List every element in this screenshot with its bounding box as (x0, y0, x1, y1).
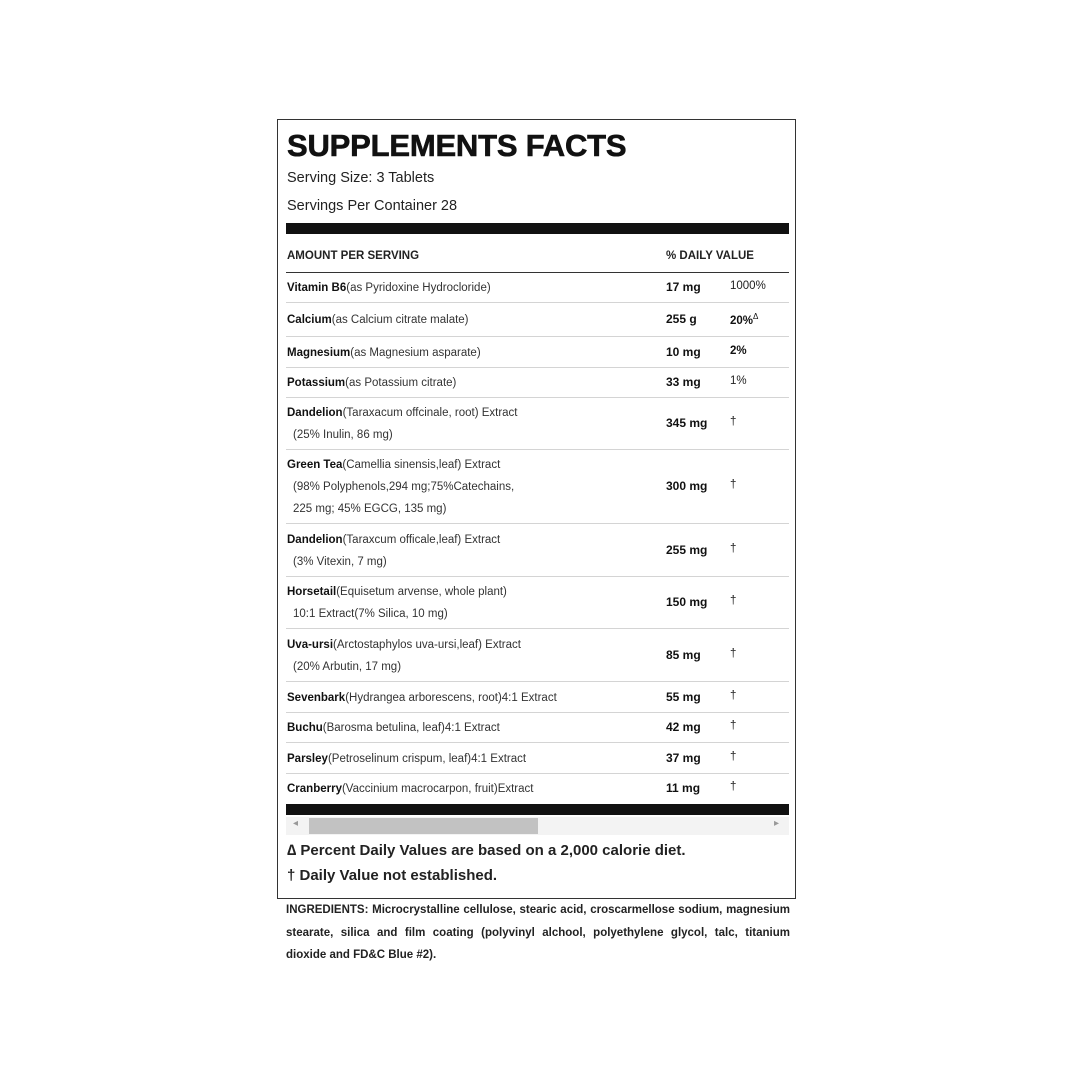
nutrient-description (287, 309, 469, 331)
nutrient-daily-value (730, 720, 736, 732)
nutrient-detail-line: (3% Vitexin, 7 mg) (293, 556, 387, 568)
nutrient-description (287, 342, 481, 364)
daily-value-header: % DAILY VALUE (666, 250, 754, 262)
top-divider-bar (286, 223, 789, 234)
nutrient-description (287, 372, 456, 394)
daily-value-text: † (730, 690, 737, 702)
percent-daily-value-footnote: ∆ Percent Daily Values are based on a 2,000 calorie diet. (287, 842, 686, 859)
nutrient-detail: (Hydrangea arborescens, root)4:1 Extract (345, 692, 557, 704)
nutrient-name: Dandelion (287, 534, 343, 546)
servings-per-container: Servings Per Container 28 (287, 198, 458, 214)
nutrient-name: Buchu (287, 722, 323, 734)
nutrient-amount: 255 g (666, 312, 697, 326)
nutrient-name: Uva-ursi (287, 639, 334, 651)
nutrient-amount: 300 mg (666, 479, 708, 493)
nutrient-detail-line: 225 mg; 45% EGCG, 135 mg) (293, 503, 447, 515)
nutrient-daily-value (730, 375, 747, 387)
daily-value-text: 1000% (730, 280, 766, 292)
table-row (286, 303, 789, 337)
nutrient-daily-value (730, 751, 736, 763)
nutrient-daily-value (730, 345, 747, 357)
nutrient-name: Cranberry (287, 783, 342, 795)
nutrient-detail: (Equisetum arvense, whole plant) (336, 586, 507, 598)
nutrient-name: Magnesium (287, 347, 351, 359)
nutrient-daily-value (730, 595, 736, 607)
nutrient-amount: 11 mg (666, 781, 701, 795)
table-row (286, 337, 789, 368)
nutrient-description (287, 402, 518, 446)
nutrient-detail-line: 10:1 Extract(7% Silica, 10 mg) (293, 608, 448, 620)
nutrient-detail-line: (20% Arbutin, 17 mg) (293, 661, 402, 673)
nutrient-name: Vitamin B6 (287, 282, 347, 294)
nutrient-name: Potassium (287, 377, 346, 389)
nutrient-description (287, 277, 491, 299)
nutrient-description (287, 748, 526, 770)
nutrient-daily-value (730, 648, 736, 660)
delta-mark-icon: Δ (753, 312, 759, 321)
panel-title: SUPPLEMENTS FACTS (287, 128, 627, 163)
nutrient-description (287, 717, 500, 739)
table-row (286, 398, 789, 450)
nutrient-amount: 37 mg (666, 751, 701, 765)
nutrient-detail: (as Pyridoxine Hydrocloride) (346, 282, 491, 294)
amount-per-serving-header: AMOUNT PER SERVING (287, 250, 420, 262)
nutrient-detail: (Taraxcum officale,leaf) Extract (342, 534, 501, 546)
nutrient-amount: 33 mg (666, 375, 701, 389)
nutrient-detail: (Vaccinium macrocarpon, fruit)Extract (341, 783, 534, 795)
nutrient-detail: (Petroselinum crispum, leaf)4:1 Extract (327, 753, 527, 765)
nutrient-daily-value (730, 690, 736, 702)
table-row (286, 368, 789, 398)
table-row (286, 713, 789, 743)
nutrient-detail: (Camellia sinensis,leaf) Extract (342, 459, 501, 471)
nutrient-detail: (Arctostaphylos uva-ursi,leaf) Extract (333, 639, 521, 651)
table-header (286, 246, 789, 273)
nutrient-daily-value (730, 312, 758, 327)
nutrient-name: Dandelion (287, 407, 343, 419)
nutrient-amount: 85 mg (666, 648, 701, 662)
scroll-left-arrow-icon[interactable]: ◂ (293, 818, 299, 829)
nutrient-daily-value (730, 781, 736, 793)
daily-value-text: † (730, 751, 737, 763)
nutrient-name: Green Tea (287, 459, 343, 471)
nutrient-detail: (as Potassium citrate) (345, 377, 457, 389)
scroll-right-arrow-icon[interactable]: ▸ (774, 818, 780, 829)
nutrient-amount: 55 mg (666, 690, 701, 704)
bottom-divider-bar (286, 804, 789, 815)
daily-value-text: 1% (730, 375, 747, 387)
nutrient-detail-line: (25% Inulin, 86 mg) (293, 429, 393, 441)
daily-value-text: † (730, 595, 737, 607)
horizontal-scrollbar[interactable] (286, 817, 789, 835)
table-row (286, 629, 789, 682)
nutrient-detail: (as Magnesium asparate) (350, 347, 481, 359)
nutrient-description (287, 687, 557, 709)
nutrient-description (287, 778, 533, 800)
nutrient-detail: (Taraxacum offcinale, root) Extract (342, 407, 518, 419)
nutrient-amount: 42 mg (666, 720, 701, 734)
table-row (286, 743, 789, 774)
table-row (286, 682, 789, 713)
daily-value-text: † (730, 416, 737, 428)
nutrient-daily-value (730, 543, 736, 555)
nutrient-detail-line: (98% Polyphenols,294 mg;75%Catechains, (293, 481, 515, 493)
scrollbar-thumb[interactable] (309, 818, 538, 834)
table-row (286, 774, 789, 804)
nutrient-detail: (as Calcium citrate malate) (331, 314, 469, 326)
table-row (286, 450, 789, 524)
nutrient-amount: 17 mg (666, 280, 701, 294)
nutrient-amount: 345 mg (666, 416, 708, 430)
ingredients-text: INGREDIENTS: Microcrystalline cellulose, stearic acid, croscarmellose sodium, magnesium stearate, silica and film coating (polyvinyl alchool, polyethylene glycol, talc, titanium dioxide and FD&C Blue #2). (286, 904, 790, 961)
nutrient-description (287, 529, 500, 573)
dagger-footnote: † Daily Value not established. (287, 867, 498, 884)
nutrient-detail: (Barosma betulina, leaf)4:1 Extract (322, 722, 500, 734)
nutrient-amount: 255 mg (666, 543, 708, 557)
nutrient-name: Horsetail (287, 586, 337, 598)
table-row (286, 577, 789, 629)
daily-value-text: † (730, 720, 737, 732)
nutrient-daily-value (730, 280, 766, 292)
nutrient-amount: 10 mg (666, 345, 701, 359)
serving-size: Serving Size: 3 Tablets (287, 170, 435, 186)
table-row (286, 524, 789, 577)
nutrient-daily-value (730, 479, 736, 491)
nutrient-amount: 150 mg (666, 595, 708, 609)
nutrient-description (287, 454, 514, 520)
daily-value-text: † (730, 543, 737, 555)
nutrient-description (287, 581, 507, 625)
table-row (286, 272, 789, 303)
nutrient-name: Parsley (287, 753, 328, 765)
daily-value-text: 20% (730, 314, 754, 327)
daily-value-text: 2% (730, 345, 747, 357)
nutrient-daily-value (730, 416, 736, 428)
daily-value-text: † (730, 479, 737, 491)
supplement-facts-panel (277, 119, 796, 899)
daily-value-text: † (730, 781, 737, 793)
nutrient-name: Calcium (287, 314, 332, 326)
nutrient-name: Sevenbark (287, 692, 346, 704)
nutrient-description (287, 634, 521, 678)
daily-value-text: † (730, 648, 737, 660)
